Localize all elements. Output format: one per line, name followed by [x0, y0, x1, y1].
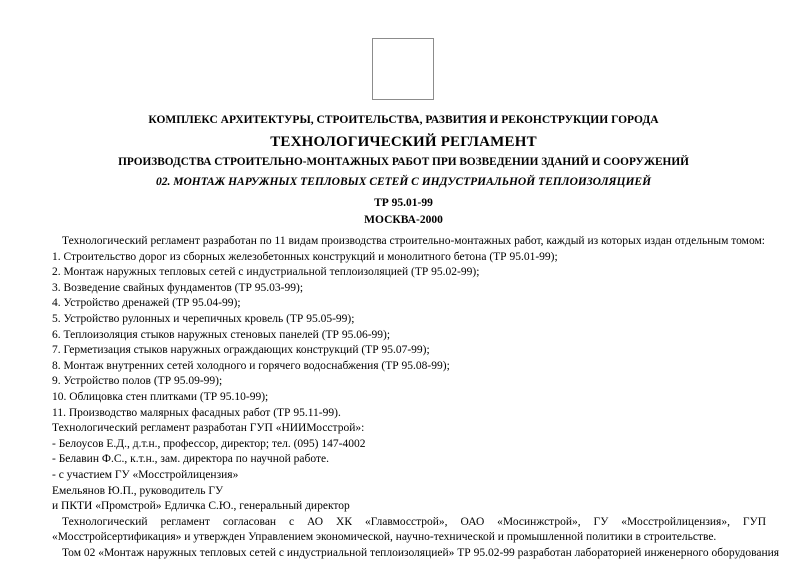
volume-note-paragraph: Том 02 «Монтаж наружных тепловых сетей с индустриальной теплоизоляцией» ТР 95.02-99 разработан лабораторией инженерного оборудования — [62, 546, 780, 559]
author-line: - с участием ГУ «Мосстройлицензия» — [52, 468, 239, 481]
list-item: 5. Устройство рулонных и черепичных кровель (ТР 95.05-99); — [52, 312, 355, 325]
participant-line: и ПКТИ «Промстрой» Едличка С.Ю., генеральный директор — [52, 500, 350, 513]
header-org: КОМПЛЕКС АРХИТЕКТУРЫ, СТРОИТЕЛЬСТВА, РАЗВИТИЯ И РЕКОНСТРУКЦИИ ГОРОДА — [148, 114, 659, 126]
participant-line: Емельянов Ю.П., руководитель ГУ — [52, 484, 224, 497]
list-item: 3. Возведение свайных фундаментов (ТР 95.03-99); — [52, 281, 304, 294]
list-item: 11. Производство малярных фасадных работ (ТР 95.11-99). — [52, 406, 341, 419]
list-item: 6. Теплоизоляция стыков наружных стеновых панелей (ТР 95.06-99); — [52, 328, 391, 341]
list-item: 2. Монтаж наружных тепловых сетей с индустриальной теплоизоляцией (ТР 95.02-99); — [52, 266, 480, 279]
developed-by: Технологический регламент разработан ГУП «НИИМосстрой»: — [52, 422, 365, 435]
list-item: 7. Герметизация стыков наружных ограждающих конструкций (ТР 95.07-99); — [52, 344, 430, 357]
logo-placeholder — [372, 38, 434, 100]
document-subtitle: ПРОИЗВОДСТВА СТРОИТЕЛЬНО-МОНТАЖНЫХ РАБОТ ПРИ ВОЗВЕДЕНИИ ЗДАНИЙ И СООРУЖЕНИЙ — [118, 156, 689, 168]
document-title: ТЕХНОЛОГИЧЕСКИЙ РЕГЛАМЕНТ — [270, 134, 537, 150]
list-item: 1. Строительство дорог из сборных железобетонных конструкций и монолитного бетона (ТР 95.01-99); — [52, 250, 558, 263]
list-item: 8. Монтаж внутренних сетей холодного и горячего водоснабжения (ТР 95.08-99); — [52, 359, 450, 372]
city-year: МОСКВА-2000 — [364, 214, 443, 226]
list-item: 4. Устройство дренажей (ТР 95.04-99); — [52, 297, 241, 310]
author-line: - Белавин Ф.С., к.т.н., зам. директора по научной работе. — [52, 453, 329, 466]
document-code: ТР 95.01-99 — [374, 197, 433, 209]
list-item: 9. Устройство полов (ТР 95.09-99); — [52, 375, 223, 388]
intro-paragraph: Технологический регламент разработан по 11 видам производства строительно-монтажных работ, каждый из которых издан отдельным томом: — [62, 235, 765, 247]
document-body — [52, 234, 780, 561]
volume-title: 02. МОНТАЖ НАРУЖНЫХ ТЕПЛОВЫХ СЕТЕЙ С ИНДУСТРИАЛЬНОЙ ТЕПЛОИЗОЛЯЦИЕЙ — [155, 176, 652, 188]
author-line: - Белоусов Е.Д., д.т.н., профессор, директор; тел. (095) 147-4002 — [52, 437, 366, 450]
agreed-paragraph: Технологический регламент согласован с АО ХК «Главмосстрой», ОАО «Мосинжстрой», ГУ «Мосстройлицензия», ГУП «Мосстройсертификация» и утвержден Управлением экономической, научно-технической и промышленной политики в строительстве. — [52, 515, 766, 544]
list-item: 10. Облицовка стен плитками (ТР 95.10-99); — [52, 390, 269, 403]
